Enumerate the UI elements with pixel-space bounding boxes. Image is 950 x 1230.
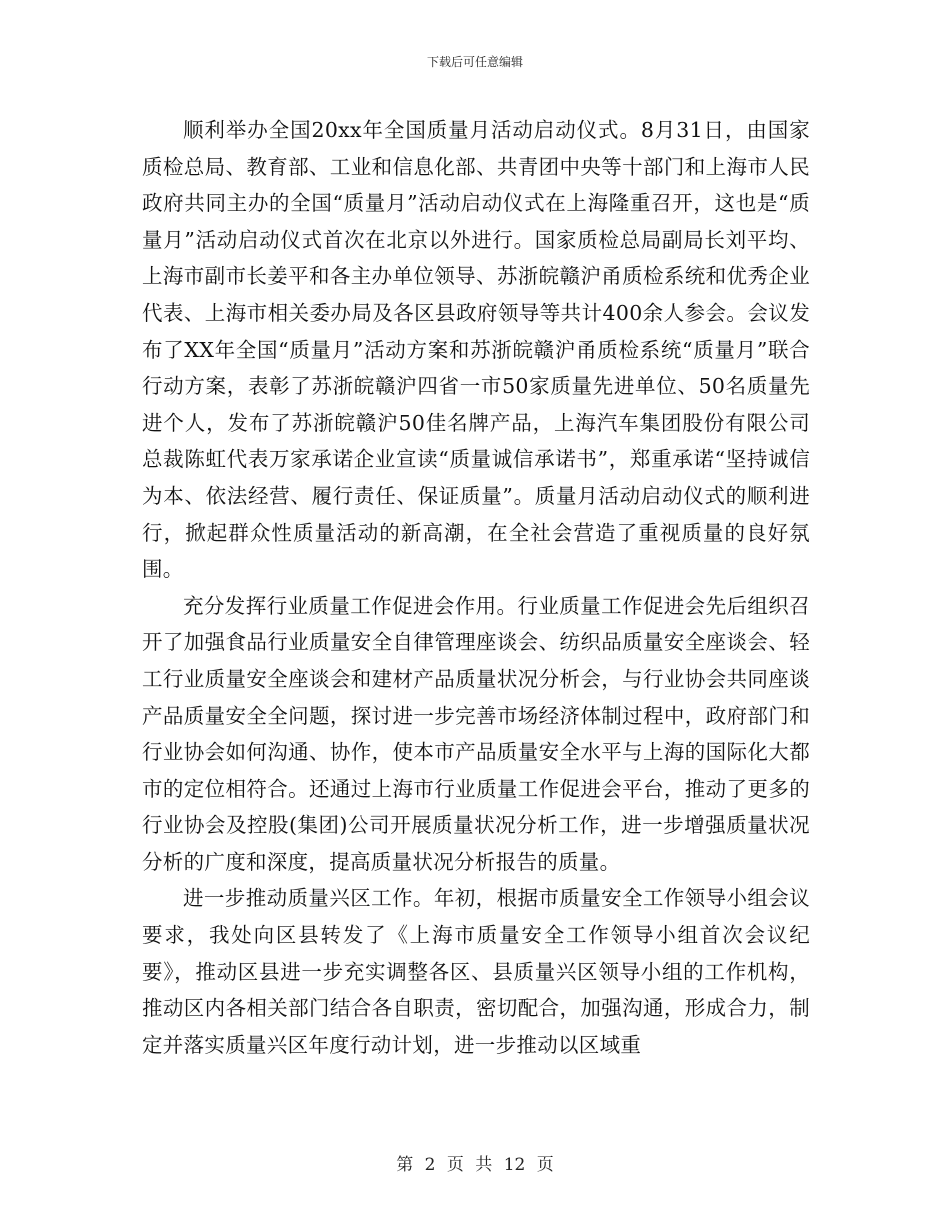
paragraph-industry-promotion-association: 充分发挥行业质量工作促进会作用。行业质量工作促进会先后组织召开了加强食品行业质量安全自律管理座谈会、纺织品质量安全座谈会、轻工行业质量安全座谈会和建材产品质量状况分析会，与行业协会共同座谈产品质量安全全问题，探讨进一步完善市场经济体制过程中，政府部门和行业协会如何沟通、协作，使本市产品质量安全水平与上海的国际化大都市的定位相符合。还通过上海市行业质量工作促进会平台，推动了更多的行业协会及控股(集团)公司开展质量状况分析工作，进一步增强质量状况分析的广度和深度，提高质量状况分析报告的质量。	[142, 593, 810, 874]
paragraph-quality-month-ceremony: 顺利举办全国20xx年全国质量月活动启动仪式。8月31日，由国家质检总局、教育部、工业和信息化部、共青团中央等十部门和上海市人民政府共同主办的全国“质量月”活动启动仪式在上海隆重召开，这也是“质量月”活动启动仪式首次在北京以外进行。国家质检总局副局长刘平均、上海市副市长姜平和各主办单位领导、苏浙皖赣沪甬质检系统和优秀企业代表、上海市相关委办局及各区县政府领导等共计400余人参会。会议发布了XX年全国“质量月”活动方案和苏浙皖赣沪甬质检系统“质量月”联合行动方案，表彰了苏浙皖赣沪四省一市50家质量先进单位、50名质量先进个人，发布了苏浙皖赣沪50佳名牌产品，上海汽车集团股份有限公司总裁陈虹代表万家承诺企业宣读“质量诚信承诺书”，郑重承诺“坚持诚信为本、依法经营、履行责任、保证质量”。质量月活动启动仪式的顺利进行，掀起群众性质量活动的新高潮，在全社会营造了重视质量的良好氛围。	[142, 118, 810, 582]
page-header: 下载后可任意编辑	[426, 55, 523, 69]
document-body	[142, 112, 810, 1063]
paragraph-quality-district-work: 进一步推动质量兴区工作。年初，根据市质量安全工作领导小组会议要求，我处向区县转发了《上海市质量安全工作领导小组首次会议纪要》，推动区县进一步充实调整各区、县质量兴区领导小组的工作机构，推动区内各相关部门结合各自职责，密切配合，加强沟通，形成合力，制定并落实质量兴区年度行动计划，进一步推动以区域重	[142, 886, 810, 1057]
page-number-footer: 第 2 页 共 12 页	[396, 1155, 554, 1175]
